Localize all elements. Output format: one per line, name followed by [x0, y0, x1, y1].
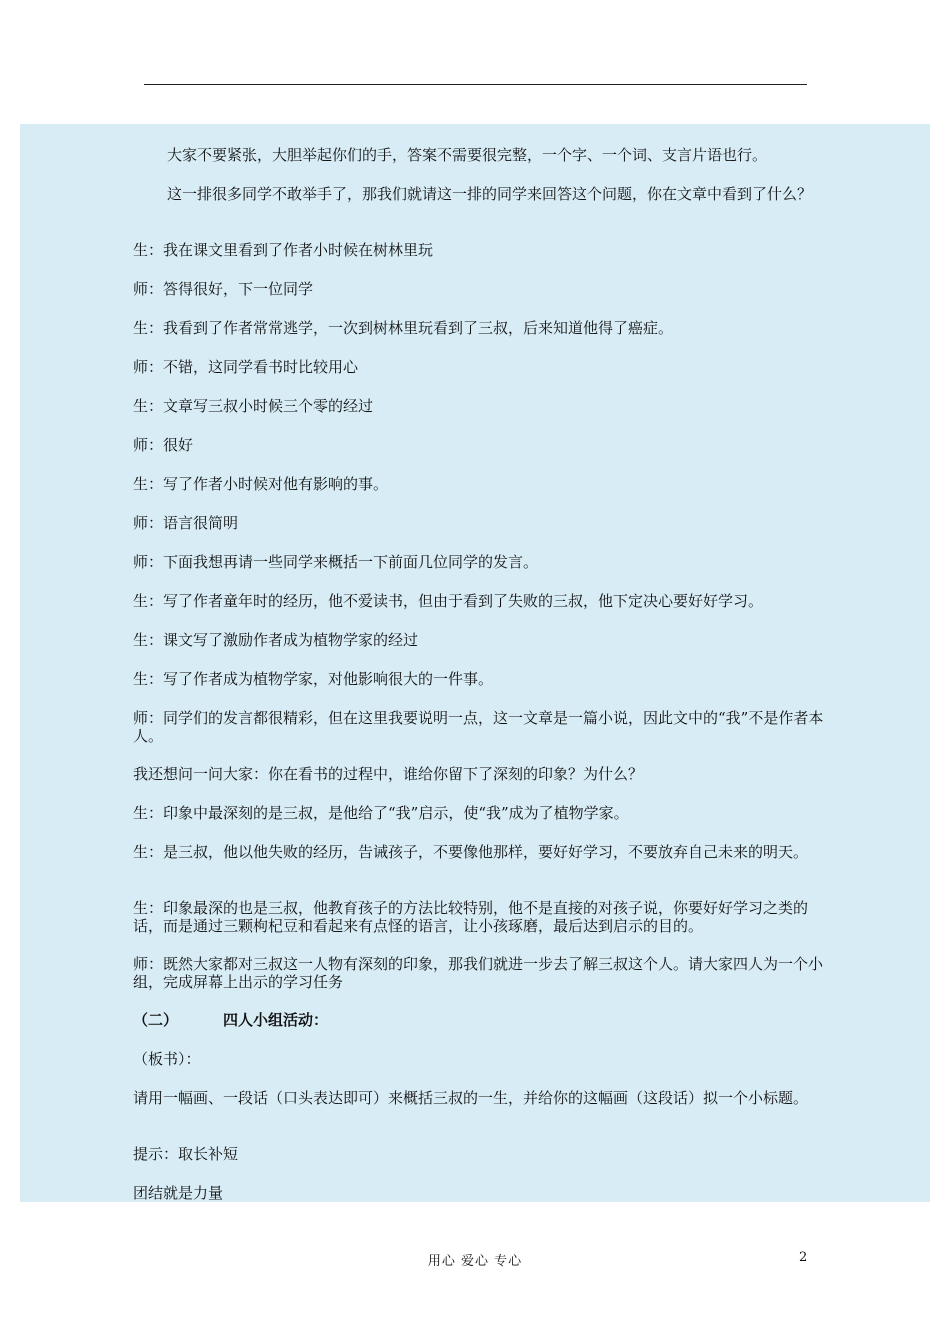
- section-heading: [133, 1011, 833, 1029]
- dialogue-line: 生：我在课文里看到了作者小时候在树林里玩: [133, 241, 434, 259]
- dialogue-line: 生：印象最深的也是三叔，他教育孩子的方法比较特别，他不是直接的对孩子说，你要好好学习之类的话，而是通过三颗枸杞豆和看起来有点怪的语言，让小孩琢磨，最后达到启示的目的。: [133, 899, 809, 935]
- dialogue-line: 生：我看到了作者常常逃学，一次到树林里玩看到了三叔，后来知道他得了癌症。: [133, 319, 674, 337]
- dialogue-line: 师：既然大家都对三叔这一人物有深刻的印象，那我们就进一步去了解三叔这个人。请大家四人为一个小组，完成屏幕上出示的学习任务: [133, 955, 824, 991]
- header-rule: [144, 84, 807, 85]
- dialogue-line: 师：答得很好，下一位同学: [133, 280, 314, 298]
- paragraph: 大家不要紧张，大胆举起你们的手，答案不需要很完整，一个字、一个词、支言片语也行。: [167, 146, 768, 164]
- slogan-text: 团结就是力量: [133, 1184, 224, 1202]
- dialogue-line: 生：写了作者成为植物学家，对他影响很大的一件事。: [133, 670, 494, 688]
- dialogue-line: 生：是三叔，他以他失败的经历，告诫孩子，不要像他那样，要好好学习，不要放弃自己未来的明天。: [133, 843, 809, 861]
- dialogue-line: 生：文章写三叔小时候三个零的经过: [133, 397, 374, 415]
- footer-motto: 用心 爱心 专心: [427, 1254, 523, 1269]
- hint-text: 提示：取长补短: [133, 1145, 239, 1163]
- dialogue-line: 师：同学们的发言都很精彩，但在这里我要说明一点，这一文章是一篇小说，因此文中的“我”不是作者本人。: [133, 709, 824, 745]
- dialogue-line: 师：很好: [133, 436, 194, 454]
- section-number: （二）: [133, 1011, 179, 1029]
- board-note: （板书）：: [133, 1050, 201, 1068]
- dialogue-line: 生：写了作者小时候对他有影响的事。: [133, 475, 389, 493]
- paragraph: 这一排很多同学不敢举手了，那我们就请这一排的同学来回答这个问题，你在文章中看到了什么？: [167, 185, 813, 203]
- dialogue-line: 师：下面我想再请一些同学来概括一下前面几位同学的发言。: [133, 553, 539, 571]
- task-text: 请用一幅画、一段话（口头表达即可）来概括三叔的一生，并给你的这幅画（这段话）拟一个小标题。: [133, 1089, 809, 1107]
- dialogue-line: 生：写了作者童年时的经历，他不爱读书，但由于看到了失败的三叔，他下定决心要好好学习。: [133, 592, 764, 610]
- dialogue-line: 师：语言很简明: [133, 514, 239, 532]
- page-number: 2: [799, 1250, 808, 1265]
- dialogue-line: 生：课文写了激励作者成为植物学家的经过: [133, 631, 419, 649]
- dialogue-line: 我还想问一问大家：你在看书的过程中，谁给你留下了深刻的印象？为什么？: [133, 765, 644, 783]
- dialogue-line: 生：印象中最深刻的是三叔，是他给了“我”启示，使“我”成为了植物学家。: [133, 804, 629, 822]
- section-title: 四人小组活动：: [223, 1011, 329, 1029]
- dialogue-line: 师：不错，这同学看书时比较用心: [133, 358, 359, 376]
